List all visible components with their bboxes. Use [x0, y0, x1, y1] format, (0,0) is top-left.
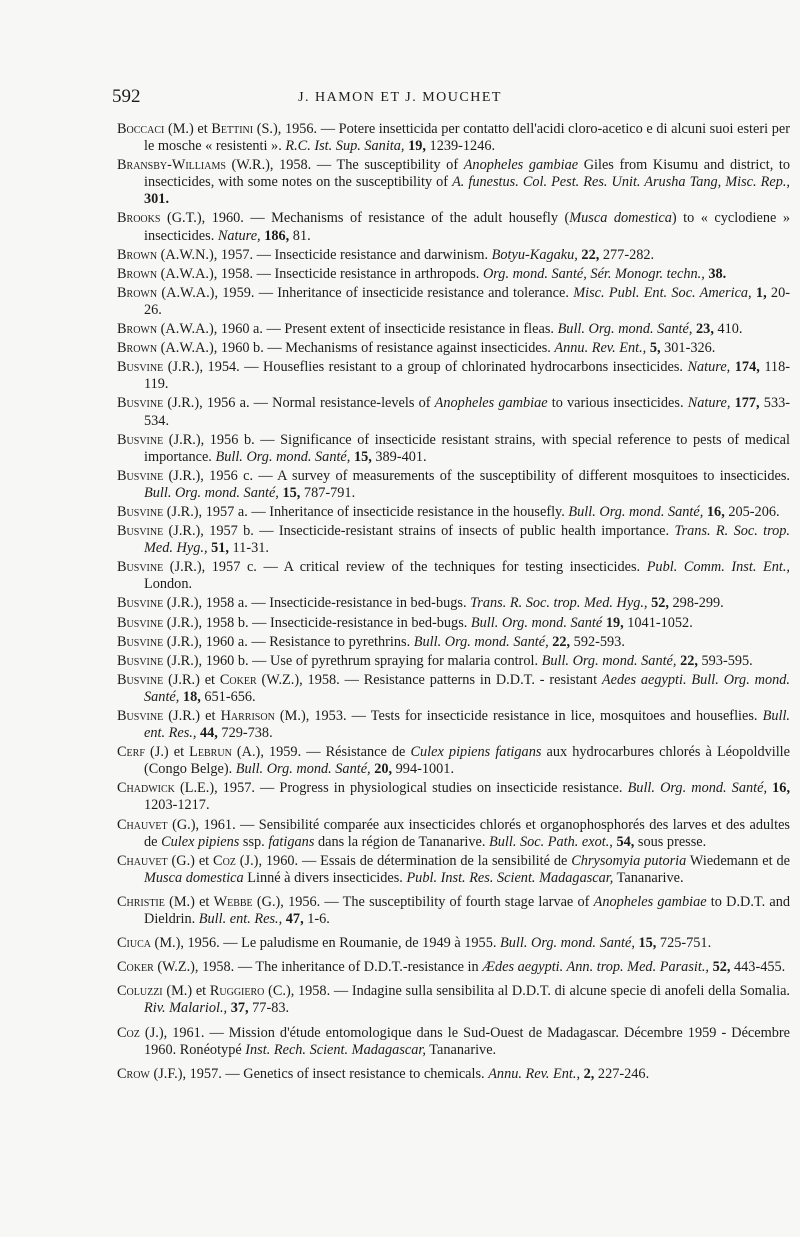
author-name: Coker [219, 671, 257, 688]
reference-text: (G.T.), 1960. — Mechanisms of resistance of the adult housefly ( [160, 210, 570, 227]
reference-text: 1203-1217. [144, 797, 210, 814]
reference-text: (J.R.) et [163, 708, 221, 724]
reference-text: (M.) et [162, 983, 210, 1000]
italic-title: Ædes aegypti. Ann. trop. Med. Parasit., [482, 959, 709, 976]
italic-title: Bull. Org. mond. Santé, [557, 321, 693, 338]
reference-entry [117, 210, 790, 244]
volume-number: 22, [552, 633, 571, 650]
volume-number: 15, [353, 448, 372, 465]
reference-text: (G.) et [167, 852, 214, 869]
volume-number: 19, [605, 614, 624, 631]
reference-text: (J.), 1961. — Mission d'étude entomologique dans le Sud-Ouest de Madagascar. Décembre 1959 - Décembre 1960. Ronéotypé [139, 1024, 790, 1058]
italic-title: fatigans [268, 833, 315, 850]
reference-text: 298-299. [668, 595, 724, 612]
author-name: Brown [117, 246, 158, 263]
reference-text: (L.E.), 1957. — Progress in physiological studies on insecticide resistance. [174, 780, 628, 797]
italic-title: Publ. Inst. Res. Scient. Madagascar, [406, 869, 614, 886]
reference-text: 533-534. [144, 395, 790, 429]
author-name: Brown [117, 340, 158, 357]
reference-text: 593-595. [697, 652, 753, 669]
italic-title: Bull. Org. mond. Santé, [627, 780, 768, 797]
italic-title: Bull. Org. mond. Santé, [541, 652, 677, 669]
reference-text: 1239-1246. [425, 138, 496, 155]
reference-text: 443-455. [730, 959, 786, 976]
author-name: Chadwick [117, 780, 175, 797]
reference-text: (A.W.A.), 1960 a. — Present extent of insecticide resistance in fleas. [157, 321, 558, 338]
reference-text: 301-326. [660, 340, 716, 357]
reference-text: to various insecticides. [547, 395, 688, 412]
reference-text: (A.W.N.), 1957. — Insecticide resistance and darwinism. [157, 246, 492, 263]
reference-entry [117, 359, 790, 393]
italic-title: Bull. Org. mond. Santé, [144, 484, 279, 501]
reference-text: (M.) et [164, 121, 212, 137]
running-head: J. HAMON ET J. MOUCHET [298, 90, 502, 105]
reference-entry [117, 1025, 790, 1059]
reference-entry [117, 708, 790, 742]
reference-text: (J.R.), 1954. — Houseflies resistant to a group of chlorinated hydrocarbons insecticides. [163, 359, 688, 376]
reference-entry [117, 523, 790, 557]
reference-text: (J.R.), 1958 b. — Insecticide-resistance in bed-bugs. [163, 614, 471, 631]
author-name: Brown [117, 265, 158, 282]
author-name: Busvine [117, 671, 164, 688]
author-name: Coker [117, 959, 154, 976]
reference-entry [117, 672, 790, 706]
author-name: Brown [117, 321, 158, 338]
italic-title: Bull. Org. mond. Santé, [413, 633, 549, 650]
volume-number: 47, [285, 911, 304, 928]
italic-title: Org. mond. Santé, Sér. Monogr. techn., [482, 265, 705, 282]
italic-title: Bull. Org. mond. Santé [470, 614, 603, 631]
reference-text: (J.), 1960. — Essais de détermination de la sensibilité de [235, 852, 572, 869]
author-name: Busvine [117, 467, 164, 484]
italic-title: Culex pipiens fatigans [410, 744, 542, 761]
reference-entry [117, 1066, 790, 1083]
italic-title: A. funestus. Col. Pest. Res. Unit. Arusha Tang, Misc. Rep., [452, 174, 790, 191]
author-name: Busvine [117, 559, 164, 576]
italic-title: Trans. R. Soc. trop. Med. Hyg., [470, 595, 648, 612]
reference-text: (A.W.A.), 1958. — Insecticide resistance in arthropods. [157, 265, 483, 282]
reference-entry [117, 817, 790, 851]
author-name: Ruggiero [209, 983, 265, 1000]
reference-text: London. [144, 576, 193, 593]
reference-entry [117, 559, 790, 593]
volume-number: 16, [706, 503, 725, 520]
volume-number: 37, [230, 1000, 249, 1017]
reference-text: (J.R.), 1958 a. — Insecticide-resistance in bed-bugs. [163, 595, 471, 612]
reference-entry [117, 634, 790, 651]
reference-text: Tananarive. [613, 869, 684, 886]
author-name: Chauvet [117, 852, 168, 869]
volume-number: 18, [182, 688, 201, 705]
reference-text: 651-656. [200, 688, 256, 705]
italic-title: Anopheles gambiae [593, 893, 707, 910]
reference-entry [117, 432, 790, 466]
reference-text: (J.F.), 1957. — Genetics of insect resistance to chemicals. [149, 1065, 489, 1082]
reference-entry [117, 653, 790, 670]
author-name: Coluzzi [117, 983, 163, 1000]
author-name: Christie [117, 893, 165, 910]
reference-text: 729-738. [217, 725, 273, 742]
reference-text: (J.R.), 1960 a. — Resistance to pyrethrins. [163, 633, 414, 650]
reference-text: (W.R.), 1958. — The susceptibility of [225, 157, 464, 174]
author-name: Cerf [117, 744, 145, 761]
italic-title: Trans. R. Soc. trop. Med. Hyg., [144, 523, 790, 557]
italic-title: Misc. Publ. Ent. Soc. America, [573, 284, 752, 301]
reference-text: 1-6. [303, 911, 330, 928]
author-name: Brown [117, 284, 158, 301]
italic-title: Publ. Comm. Inst. Ent., [646, 559, 790, 576]
volume-number: 15, [282, 484, 301, 501]
italic-title: Bull. Soc. Path. exot., [489, 833, 613, 850]
italic-title: Anopheles gambiae [434, 395, 548, 412]
reference-text: 227-246. [594, 1065, 650, 1082]
reference-entry [117, 615, 790, 632]
volume-number: 19, [408, 138, 426, 155]
reference-text: dans la région de Tananarive. [314, 833, 489, 850]
reference-text: 592-593. [570, 633, 625, 650]
author-name: Busvine [117, 503, 164, 520]
reference-text: (J.) et [144, 744, 190, 761]
reference-entry [117, 157, 790, 208]
italic-title: Nature, [687, 359, 731, 376]
volume-number: 38. [708, 265, 727, 282]
reference-entry [117, 285, 790, 319]
author-name: Busvine [117, 708, 164, 724]
reference-text: ssp. [239, 833, 269, 850]
author-name: Boccaci [117, 121, 165, 137]
italic-title: Annu. Rev. Ent., [488, 1065, 581, 1082]
italic-title: Bull. ent. Res., [144, 708, 790, 742]
volume-number: 301. [144, 191, 170, 208]
author-name: Coz [213, 852, 236, 869]
reference-text: 81. [289, 227, 311, 244]
volume-number: 20, [374, 761, 393, 778]
reference-text: 11-31. [228, 540, 269, 557]
volume-number: 5, [649, 340, 661, 357]
italic-title: Nature, [687, 395, 731, 412]
reference-entry [117, 780, 790, 814]
author-name: Coz [117, 1024, 140, 1041]
reference-entry [117, 894, 790, 928]
reference-text: (J.R.) et [163, 671, 220, 688]
author-name: Harrison [220, 708, 275, 724]
italic-title: Riv. Malariol., [144, 1000, 228, 1017]
reference-entry [117, 266, 790, 283]
reference-entry [117, 121, 790, 155]
volume-number: 174, [734, 359, 760, 376]
italic-title: Bull. Org. mond. Santé, [568, 503, 704, 520]
reference-text: (W.Z.), 1958. — Resistance patterns in D.D.T. - resistant [256, 671, 602, 688]
reference-text: (J.R.), 1957 a. — Inheritance of insecticide resistance in the housefly. [163, 503, 569, 520]
author-name: Brooks [117, 210, 161, 227]
reference-text: Linné à divers insecticides. [243, 869, 407, 886]
reference-text: 20-26. [144, 284, 790, 318]
reference-text: aux hydrocarbures chlorés à Léopoldville (Congo Belge). [144, 744, 790, 778]
reference-text: (G.), 1961. — Sensibilité comparée aux insecticides chlorés et organophosphorés des larves et des adultes de [144, 816, 790, 850]
italic-title: Annu. Rev. Ent., [554, 340, 647, 357]
volume-number: 2, [583, 1065, 595, 1082]
volume-number: 15, [638, 935, 657, 952]
reference-text: sous presse. [634, 833, 707, 850]
author-name: Chauvet [117, 816, 168, 833]
reference-text: (M.), 1953. — Tests for insecticide resistance in lice, mosquitoes and houseflies. [274, 708, 763, 724]
reference-text: 77-83. [248, 1000, 290, 1017]
reference-text: 725-751. [656, 935, 712, 952]
page-number: 592 [112, 86, 141, 107]
italic-title: Nature, [217, 227, 261, 244]
reference-text: 994-1001. [392, 761, 455, 778]
volume-number: 23, [696, 321, 714, 338]
author-name: Bransby-Williams [117, 157, 226, 174]
reference-text: (G.), 1956. — The susceptibility of fourth stage larvae of [252, 893, 594, 910]
reference-entry [117, 744, 790, 778]
reference-entry [117, 935, 790, 952]
page-header [112, 86, 688, 110]
author-name: Lebrun [189, 744, 232, 761]
reference-text: 118-119. [144, 359, 790, 393]
author-name: Busvine [117, 595, 164, 612]
reference-text: (J.R.), 1957 c. — A critical review of the techniques for testing insecticides. [163, 559, 647, 576]
volume-number: 177, [734, 395, 760, 412]
reference-text: (S.), 1956. — Potere insetticida per contatto dell'acidi cloro-acetico e di alcuni suoi esteri per le mosche « resistenti ». [144, 121, 790, 155]
reference-text: (J.R.), 1957 b. — Insecticide-resistant strains of insects of public health importance. [163, 523, 675, 540]
reference-text: (A.W.A.), 1960 b. — Mechanisms of resistance against insecticides. [157, 340, 555, 357]
reference-text: (W.Z.), 1958. — The inheritance of D.D.T.-resistance in [153, 959, 483, 976]
italic-title: Chrysomyia putoria [571, 852, 687, 869]
reference-entry [117, 340, 790, 357]
reference-text: (J.R.), 1956 c. — A survey of measurements of the susceptibility of different mosquitoes to insecticides. [163, 467, 790, 484]
reference-text: ) to « cyclodiene » insecticides. [144, 210, 790, 244]
reference-entry [117, 247, 790, 264]
reference-text: 277-282. [599, 246, 655, 263]
volume-number: 52, [712, 959, 731, 976]
reference-text: 787-791. [300, 484, 356, 501]
volume-number: 16, [772, 780, 791, 797]
volume-number: 51, [211, 540, 229, 557]
reference-text: 1041-1052. [623, 614, 693, 631]
reference-text: (C.), 1958. — Indagine sulla sensibilita al D.D.T. di alcune specie di anofeli della Somalia. [264, 983, 790, 1000]
reference-text: (J.R.), 1960 b. — Use of pyrethrum spraying for malaria control. [163, 652, 542, 669]
reference-text: 410. [713, 321, 743, 338]
italic-title: R.C. Ist. Sup. Sanita, [285, 138, 405, 155]
volume-number: 22, [680, 652, 698, 669]
author-name: Busvine [117, 359, 164, 376]
reference-entry [117, 595, 790, 612]
author-name: Busvine [117, 614, 164, 631]
volume-number: 54, [616, 833, 635, 850]
reference-text: (J.R.), 1956 a. — Normal resistance-levels of [163, 395, 435, 412]
reference-text: Tananarive. [425, 1041, 497, 1058]
reference-entry [117, 321, 790, 338]
volume-number: 52, [651, 595, 669, 612]
author-name: Busvine [117, 431, 164, 448]
volume-number: 1, [755, 284, 767, 301]
italic-title: Inst. Rech. Scient. Madagascar, [245, 1041, 426, 1058]
reference-text: (M.) et [164, 893, 214, 910]
reference-text: (J.R.), 1956 b. — Significance of insecticide resistant strains, with special reference to pests of medical importance. [144, 431, 790, 465]
reference-text: 389-401. [371, 448, 427, 465]
reference-text: (A.), 1959. — Résistance de [231, 744, 411, 761]
volume-number: 44, [199, 725, 218, 742]
author-name: Busvine [117, 523, 164, 540]
italic-title: Aedes aegypti. Bull. Org. mond. Santé, [144, 671, 790, 705]
author-name: Bettini [211, 121, 254, 137]
italic-title: Bull. Org. mond. Santé, [215, 448, 351, 465]
reference-entry [117, 853, 790, 887]
reference-text: (M.), 1956. — Le paludisme en Roumanie, de 1949 à 1955. [150, 935, 501, 952]
reference-list [117, 121, 790, 1085]
reference-text: 205-206. [724, 503, 780, 520]
reference-entry [117, 504, 790, 521]
author-name: Ciuca [117, 935, 151, 952]
reference-text: to D.D.T. and Dieldrin. [144, 893, 790, 928]
reference-entry [117, 983, 790, 1017]
reference-entry [117, 959, 790, 976]
italic-title: Culex pipiens [161, 833, 240, 850]
italic-title: Bull. Org. mond. Santé, [500, 935, 635, 952]
author-name: Webbe [213, 893, 253, 910]
reference-text: Giles from Kisumu and district, to insecticides, with some notes on the susceptibility of [144, 157, 790, 191]
volume-number: 22, [581, 246, 600, 263]
volume-number: 186, [264, 227, 290, 244]
italic-title: Musca domestica [144, 869, 244, 886]
italic-title: Bull. Org. mond. Santé, [235, 761, 371, 778]
reference-entry [117, 468, 790, 502]
italic-title: Bull. ent. Res., [198, 911, 283, 928]
reference-text: Wiedemann et de [686, 852, 791, 869]
author-name: Busvine [117, 395, 164, 412]
author-name: Crow [117, 1065, 150, 1082]
author-name: Busvine [117, 633, 164, 650]
author-name: Busvine [117, 652, 164, 669]
reference-text: (A.W.A.), 1959. — Inheritance of insecticide resistance and tolerance. [157, 284, 574, 301]
italic-title: Botyu-Kagaku, [491, 246, 578, 263]
reference-entry [117, 395, 790, 429]
italic-title: Anopheles gambiae [463, 157, 579, 174]
italic-title: Musca domestica [569, 210, 672, 227]
